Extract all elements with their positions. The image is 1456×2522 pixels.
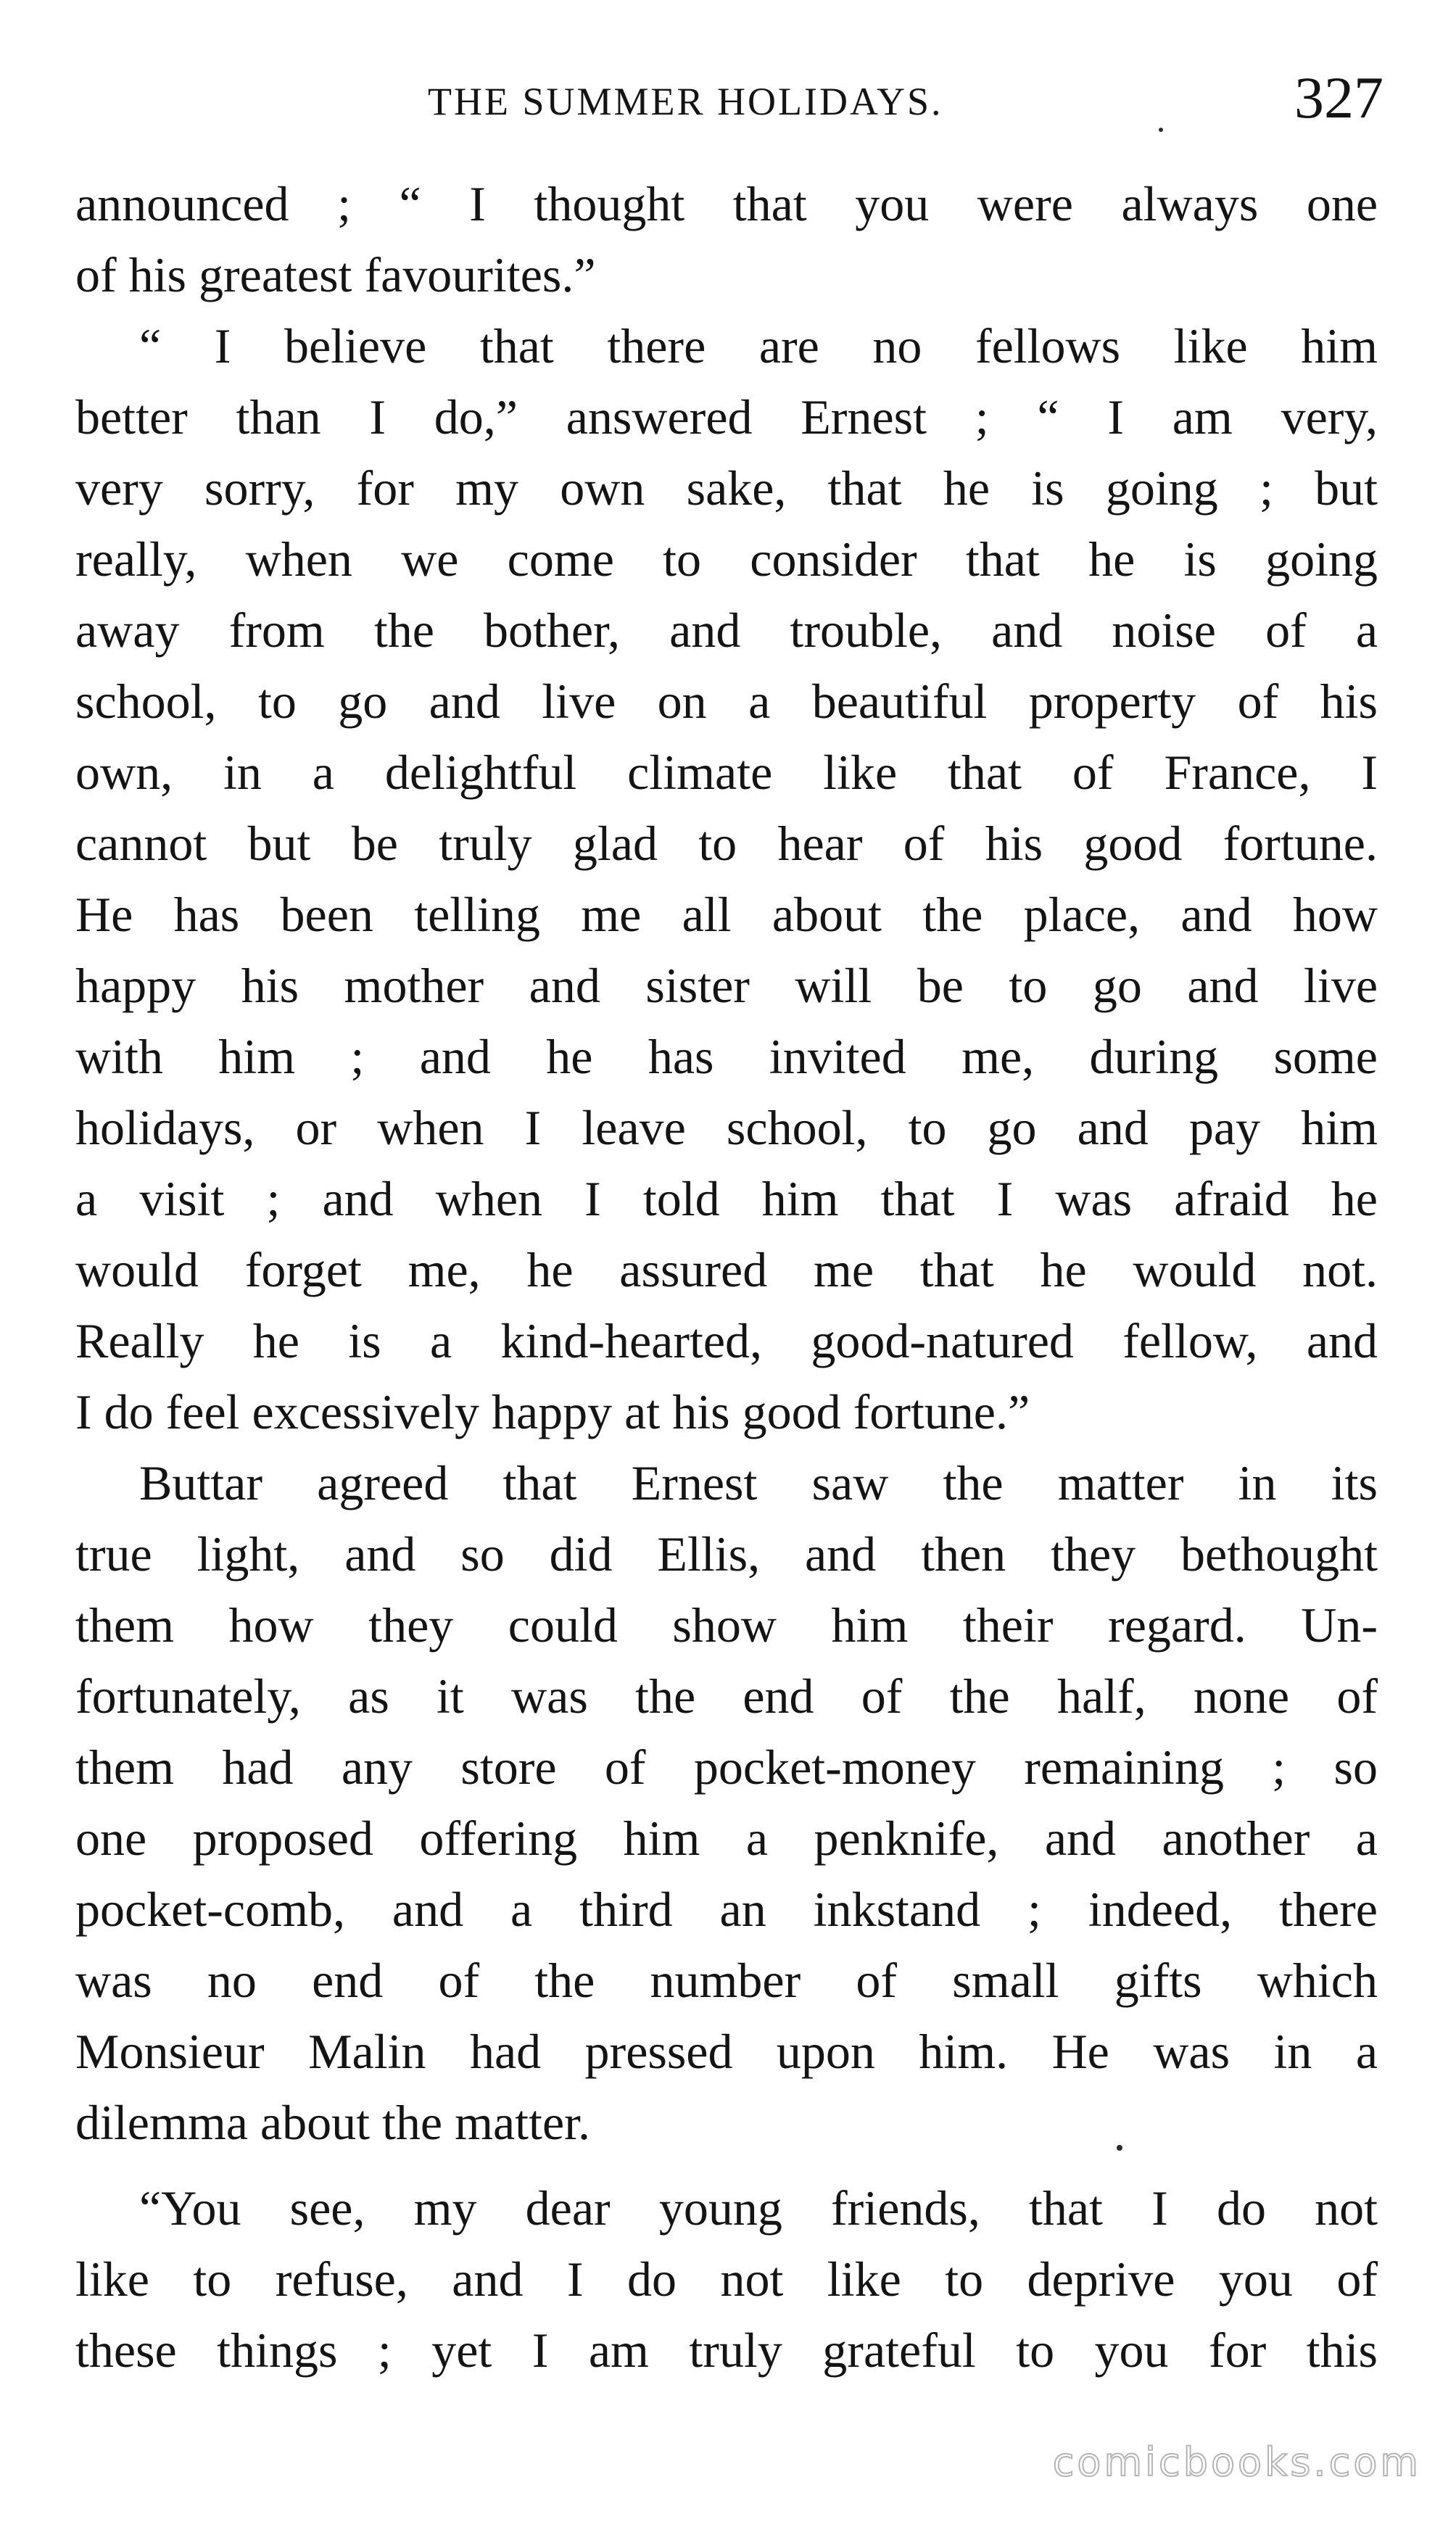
text-line: cannot but be truly glad to hear of his good fortune. xyxy=(75,816,1378,871)
text-line: announced ; “ I thought that you were always one xyxy=(75,176,1378,231)
text-line: one proposed offering him a penknife, and another a xyxy=(75,1811,1378,1866)
text-line: these things ; yet I am truly grateful to you for this xyxy=(75,2323,1378,2378)
text-line: pocket-comb, and a third an inkstand ; indeed, there xyxy=(75,1882,1378,1937)
watermark: comicbooks.com xyxy=(1052,2439,1421,2485)
text-line: of his greatest favourites.” xyxy=(75,247,596,302)
ink-speck xyxy=(1159,128,1163,132)
text-line: Monsieur Malin had pressed upon him. He was in a xyxy=(75,2024,1378,2079)
text-line: own, in a delightful climate like that of France, I xyxy=(75,745,1378,800)
text-line: “ I believe that there are no fellows like him xyxy=(139,318,1378,373)
text-line: them had any store of pocket-money remaining ; so xyxy=(75,1740,1378,1795)
text-line: a visit ; and when I told him that I was afraid he xyxy=(75,1171,1378,1226)
text-line: like to refuse, and I do not like to deprive you of xyxy=(75,2252,1378,2307)
text-line: really, when we come to consider that he is going xyxy=(75,532,1378,587)
text-line: fortunately, as it was the end of the half, none of xyxy=(75,1669,1378,1724)
text-line: dilemma about the matter. xyxy=(75,2095,591,2150)
text-line: Really he is a kind-hearted, good-natured fellow, and xyxy=(75,1313,1378,1368)
body-text xyxy=(75,168,1378,2386)
text-line: with him ; and he has invited me, during some xyxy=(75,1029,1378,1084)
text-line: them how they could show him their regard. Un- xyxy=(75,1597,1378,1653)
running-head xyxy=(73,65,1383,131)
text-line: true light, and so did Ellis, and then they bethought xyxy=(75,1526,1378,1582)
page-number: 327 xyxy=(1294,65,1383,131)
text-line: better than I do,” answered Ernest ; “ I am very, xyxy=(75,389,1378,445)
text-line: holidays, or when I leave school, to go and pay him xyxy=(75,1100,1378,1155)
text-line: school, to go and live on a beautiful property of his xyxy=(75,674,1378,729)
text-line: happy his mother and sister will be to go and live xyxy=(75,958,1378,1013)
text-line: Buttar agreed that Ernest saw the matter in its xyxy=(139,1455,1378,1510)
text-line: would forget me, he assured me that he would not. xyxy=(75,1242,1378,1297)
text-line: “You see, my dear young friends, that I do not xyxy=(139,2180,1378,2236)
running-title: THE SUMMER HOLIDAYS. xyxy=(428,80,943,123)
text-line: very sorry, for my own sake, that he is going ; but xyxy=(75,460,1378,516)
text-line: I do feel excessively happy at his good fortune.” xyxy=(75,1384,1030,1439)
text-line: away from the bother, and trouble, and noise of a xyxy=(75,603,1378,658)
ink-speck xyxy=(1117,2145,1122,2151)
text-line: He has been telling me all about the place, and how xyxy=(75,887,1378,942)
text-line: was no end of the number of small gifts which xyxy=(75,1953,1378,2008)
